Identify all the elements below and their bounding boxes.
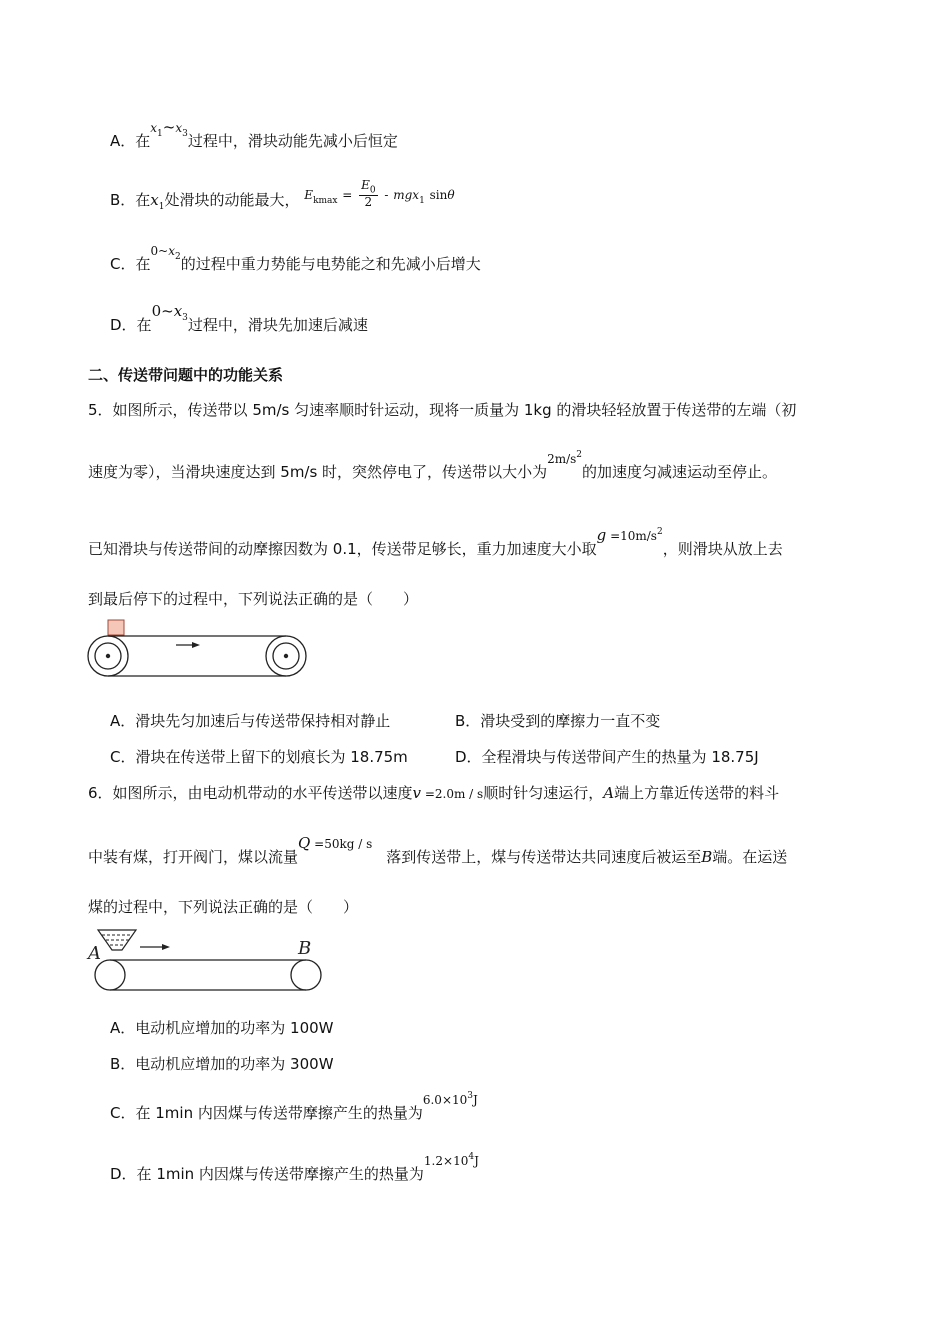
right-pulley-axle: [284, 654, 288, 658]
direction-arrow-head: [192, 642, 200, 648]
q4-option-d: D．在$0\sim x_3$过程中，滑块先加速后减速: [110, 302, 368, 334]
q5-stem-line3: 已知滑块与传送带间的动摩擦因数为 0.1，传送带足够长，重力加速度大小取$g =10m/s^2$，则滑块从放上去: [88, 526, 783, 558]
q5-stem-line4: 到最后停下的过程中，下列说法正确的是（ ）: [88, 590, 419, 608]
q6-option-c: C．在 1min 内因煤与传送带摩擦产生的热量为$6.0\times 10^3J$: [110, 1091, 478, 1122]
q4-option-b: B．在$x_1$处滑块的动能最大， $E_{kmax}$ = $\frac{E_0}{2}$ - mgx$_1$ sinθ: [110, 178, 455, 222]
q5-stem-line2: 速度为零），当滑块速度达到 5m/s 时，突然停电了，传送带以大小为$2m/s^2$的加速度匀减速运动至停止。: [88, 450, 778, 481]
q6-option-b: B．电动机应增加的功率为 300W: [110, 1055, 334, 1073]
left-roller: [95, 960, 125, 990]
energy-fraction: $\frac{E_0}{2}$: [361, 177, 376, 210]
section-heading: 二、传送带问题中的功能关系: [88, 366, 284, 384]
q4-option-c: C．在$0\sim x_2$的过程中重力势能与电势能之和先减小后增大: [110, 244, 481, 273]
q5-conveyor-figure: [86, 618, 310, 680]
q5-option-d: D．全程滑块与传送带间产生的热量为 18.75J: [455, 748, 759, 766]
q5-option-c: C．滑块在传送带上留下的划痕长为 18.75m: [110, 748, 408, 766]
q6-stem-line3: 煤的过程中，下列说法正确的是（ ）: [88, 898, 359, 916]
q5-stem-line1: 5．如图所示，传送带以 5m/s 匀速率顺时针运动，现将一质量为 1kg 的滑块轻轻放置于传送带的左端（初: [88, 401, 797, 419]
label-b: B: [298, 938, 312, 959]
q6-option-a: A．电动机应增加的功率为 100W: [110, 1019, 334, 1037]
q5-option-b: B．滑块受到的摩擦力一直不变: [455, 712, 661, 730]
q4-option-a: A．在$x_1\sim x_3$过程中，滑块动能先减小后恒定: [110, 118, 398, 150]
label-a: A: [88, 943, 101, 964]
q5-option-a: A．滑块先匀加速后与传送带保持相对静止: [110, 712, 391, 730]
right-roller: [291, 960, 321, 990]
q6-conveyor-figure: [86, 926, 326, 994]
sliding-block: [108, 620, 124, 635]
left-pulley-axle: [106, 654, 110, 658]
kinetic-energy-formula: $E_{kmax}$ = $\frac{E_0}{2}$ - mgx$_1$ sinθ: [304, 177, 455, 210]
direction-arrow-head: [162, 944, 170, 950]
q6-option-d: D．在 1min 内因煤与传送带摩擦产生的热量为$1.2\times 10^4J$: [110, 1152, 479, 1183]
q6-stem-line1: 6．如图所示，由电动机带动的水平传送带以速度v =2.0m / s顺时针匀速运行，A端上方靠近传送带的料斗: [88, 784, 780, 802]
q6-stem-line2: 中装有煤，打开阀门，煤以流量Q =50kg / s落到传送带上，煤与传送带达共同速度后被运至B端。在运送: [88, 834, 788, 866]
